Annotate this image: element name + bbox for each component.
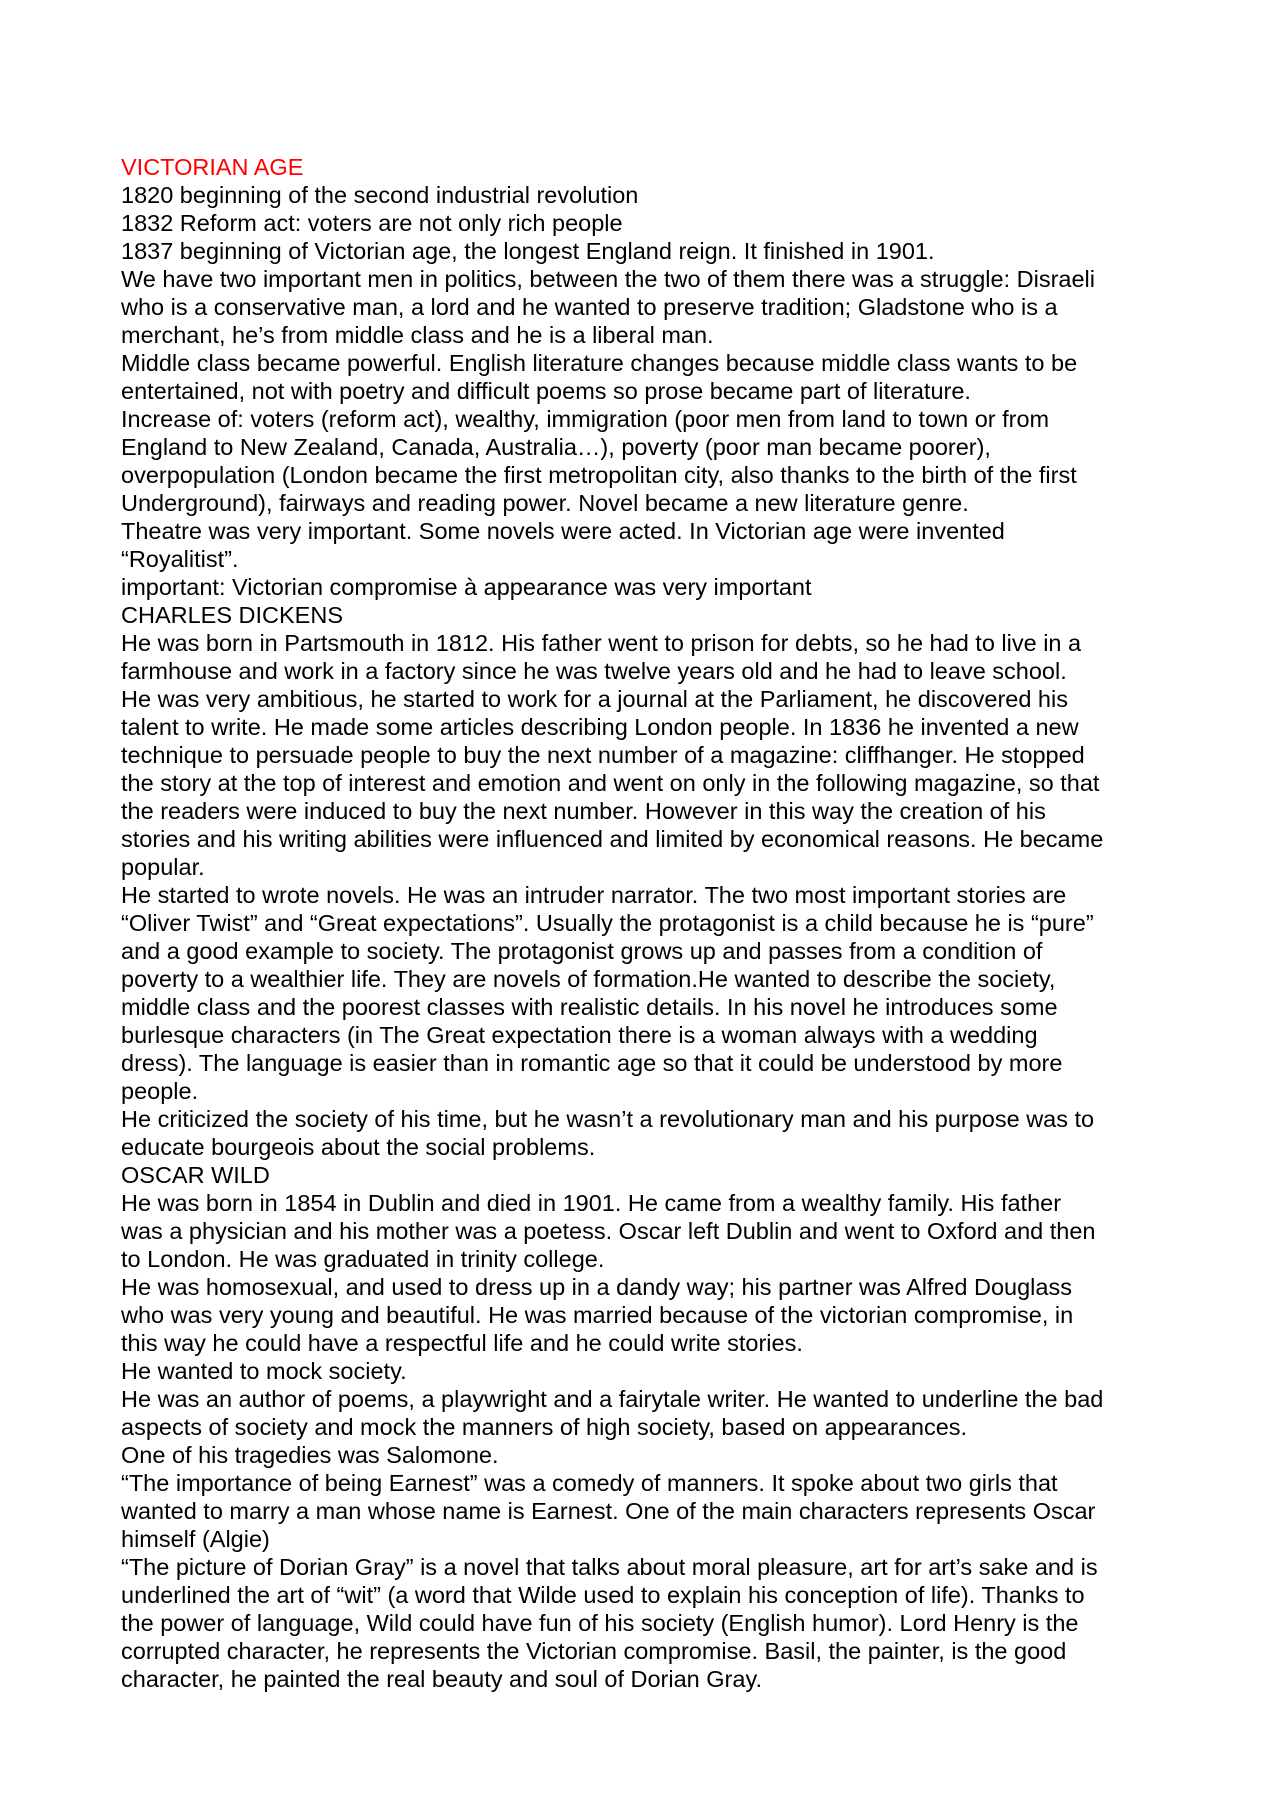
paragraph: Middle class became powerful. English literature changes because middle class wants to be entertained, not with poetry and difficult poems so prose became part of literature. [121,350,1078,404]
document-page [121,153,1171,1693]
paragraph: important: Victorian compromise à appearance was very important [121,574,812,600]
paragraph: “The picture of Dorian Gray” is a novel that talks about moral pleasure, art for art’s sake and is underlined the art of “wit” (a word that Wilde used to explain his conception of life). Thanks to the power of language, Wild could have fun of his society (English humor). Lord Henry is the corrupted character, he represents the Victorian compromise. Basil, the painter, is the good character, he painted the real beauty and soul of Dorian Gray. [121,1554,1098,1692]
paragraph: 1832 Reform act: voters are not only rich people [121,210,623,236]
section-heading-oscar-wild: OSCAR WILD [121,1162,270,1188]
paragraph: 1837 beginning of Victorian age, the longest England reign. It finished in 1901. [121,238,935,264]
paragraph: He criticized the society of his time, but he wasn’t a revolutionary man and his purpose was to educate bourgeois about the social problems. [121,1106,1095,1160]
paragraph: He was born in Partsmouth in 1812. His father went to prison for debts, so he had to live in a farmhouse and work in a factory since he was twelve years old and he had to leave school. He was very ambitious, he started to work for a journal at the Parliament, he discovered his talent to write. He made some articles describing London people. In 1836 he invented a new technique to persuade people to buy the next number of a magazine: cliffhanger. He stopped the story at the top of interest and emotion and went on only in the following magazine, so that the readers were induced to buy the next number. However in this way the creation of his stories and his writing abilities were influenced and limited by economical reasons. He became popular. [121,630,1104,880]
paragraph: He was born in 1854 in Dublin and died in 1901. He came from a wealthy family. His father was a physician and his mother was a poetess. Oscar left Dublin and went to Oxford and then to London. He was graduated in trinity college. [121,1190,1096,1272]
paragraph: He started to wrote novels. He was an intruder narrator. The two most important stories are “Oliver Twist” and “Great expectations”. Usually the protagonist is a child because he is “pure” and a good example to society. The protagonist grows up and passes from a condition of poverty to a wealthier life. They are novels of formation.He wanted to describe the society, middle class and the poorest classes with realistic details. In his novel he introduces some burlesque characters (in The Great expectation there is a woman always with a wedding dress). The language is easier than in romantic age so that it could be understood by more people. [121,882,1094,1104]
section-heading-charles-dickens: CHARLES DICKENS [121,602,343,628]
paragraph: Increase of: voters (reform act), wealthy, immigration (poor men from land to town or from England to New Zealand, Canada, Australia…), poverty (poor man became poorer), overpopulation (London became the first metropolitan city, also thanks to the birth of the first Underground), fairways and reading power. Novel became a new literature genre. [121,406,1077,516]
paragraph: He wanted to mock society. [121,1358,407,1384]
paragraph: We have two important men in politics, between the two of them there was a struggle: Disraeli who is a conservative man, a lord and he wanted to preserve tradition; Gladstone who is a merchant, he’s from middle class and he is a liberal man. [121,266,1095,348]
paragraph: He was homosexual, and used to dress up in a dandy way; his partner was Alfred Douglass who was very young and beautiful. He was married because of the victorian compromise, in this way he could have a respectful life and he could write stories. [121,1274,1074,1356]
paragraph: One of his tragedies was Salomone. [121,1442,499,1468]
paragraph: He was an author of poems, a playwright and a fairytale writer. He wanted to underline the bad aspects of society and mock the manners of high society, based on appearances. [121,1386,1104,1440]
document-title: VICTORIAN AGE [121,154,304,180]
paragraph: 1820 beginning of the second industrial revolution [121,182,639,208]
paragraph: “The importance of being Earnest” was a comedy of manners. It spoke about two girls that wanted to marry a man whose name is Earnest. One of the main characters represents Oscar himself (Algie) [121,1470,1096,1552]
paragraph: Theatre was very important. Some novels were acted. In Victorian age were invented “Royalitist”. [121,518,1005,572]
